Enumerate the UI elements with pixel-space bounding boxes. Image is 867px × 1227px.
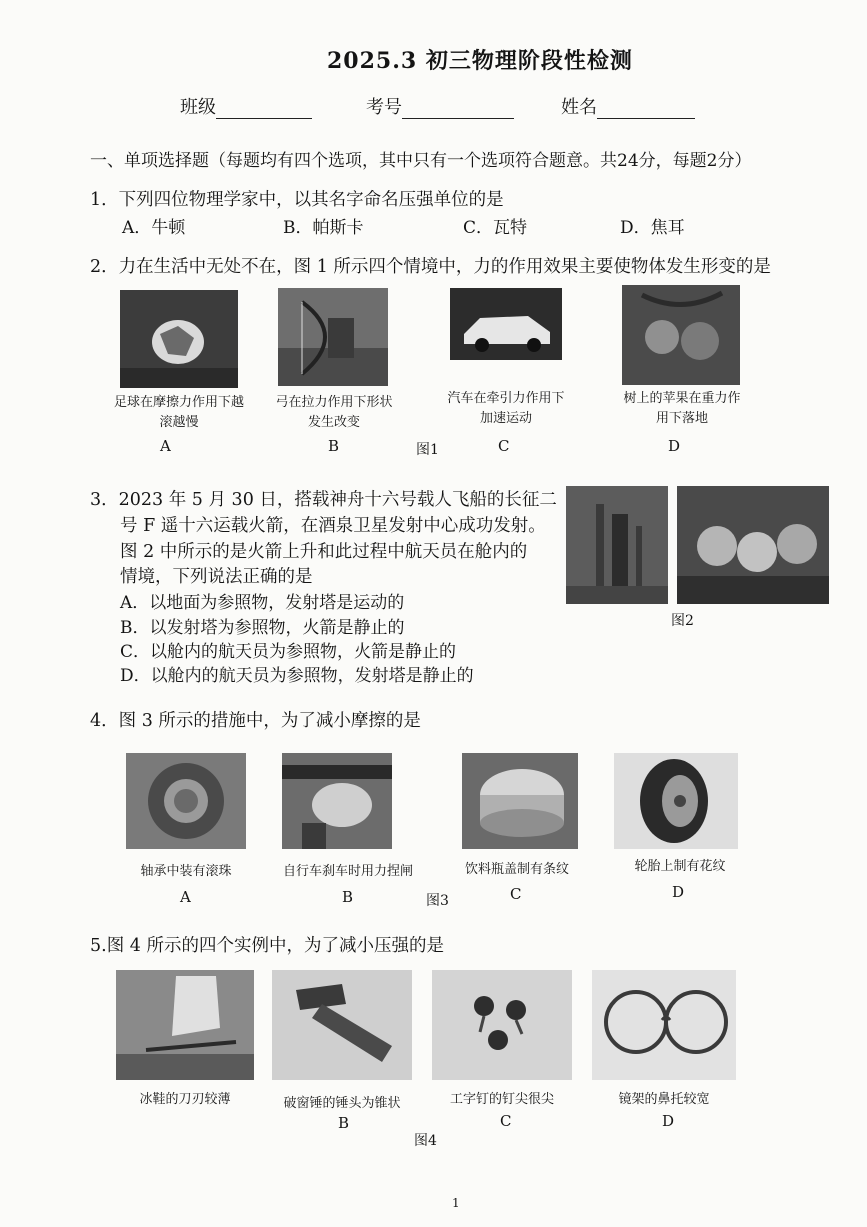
ice-skate-photo	[116, 970, 254, 1080]
q5-letter-c: C	[500, 1112, 512, 1130]
q2-letter-c: C	[498, 437, 510, 455]
q3-stem-line-2: 号 F 遥十六运载火箭，在酒泉卫星发射中心成功发射。	[120, 516, 546, 536]
q2-caption-c: 汽车在牵引力作用下加速运动	[447, 391, 565, 426]
q3-option-c: C．以舱内的航天员为参照物，火箭是静止的	[120, 642, 457, 662]
q4-letter-a: A	[180, 888, 191, 906]
q4-stem: 4．图 3 所示的措施中，为了减小摩擦的是	[90, 711, 421, 731]
exam-no-label: 考号	[366, 97, 402, 118]
q1-option-a: A．牛顿	[122, 218, 186, 238]
figure-3-label: 图3	[426, 893, 449, 909]
name-blank[interactable]	[597, 100, 695, 119]
q1-option-b: B．帕斯卡	[283, 218, 364, 238]
q4-letter-d: D	[672, 883, 685, 901]
q2-letter-a: A	[160, 437, 171, 455]
page-title: 2025.3 初三物理阶段性检测	[327, 48, 633, 74]
q2-letter-b: B	[328, 437, 340, 455]
soccer-ball-photo	[120, 290, 238, 388]
class-blank[interactable]	[216, 100, 312, 119]
figure-1-label: 图1	[416, 442, 439, 458]
bottle-cap-photo	[462, 753, 578, 849]
name-field	[561, 93, 695, 119]
exam-no-field	[366, 93, 514, 119]
exam-no-blank[interactable]	[402, 100, 514, 119]
q4-caption-c: 饮料瓶盖制有条纹	[464, 862, 569, 877]
q5-caption-a: 冰鞋的刀刃较薄	[139, 1092, 231, 1107]
page-number: 1	[452, 1196, 460, 1210]
tire-photo	[614, 753, 738, 849]
q3-option-d: D．以舱内的航天员为参照物，发射塔是静止的	[120, 666, 474, 686]
window-hammer-photo	[272, 970, 412, 1080]
q5-caption-c: 工字钉的钉尖很尖	[449, 1092, 554, 1107]
q5-caption-b: 破窗锤的锤头为锥状	[283, 1096, 401, 1111]
name-label: 姓名	[561, 97, 597, 118]
q5-caption-d: 镜架的鼻托较宽	[618, 1092, 710, 1107]
bow-archer-photo	[278, 288, 388, 386]
section-heading: 一、单项选择题（每题均有四个选项，其中只有一个选项符合题意。共24分，每题2分）	[90, 151, 752, 171]
q4-caption-b: 自行车刹车时用力捏闸	[282, 864, 413, 879]
q5-letter-b: B	[338, 1114, 350, 1132]
ball-bearing-photo	[126, 753, 246, 849]
q1-option-c: C．瓦特	[463, 218, 528, 238]
q4-caption-a: 轴承中装有滚珠	[140, 864, 232, 879]
q1-option-d: D．焦耳	[620, 218, 685, 238]
astronauts-cabin-photo	[677, 486, 829, 604]
q4-letter-b: B	[342, 888, 354, 906]
rocket-launch-photo	[566, 486, 668, 604]
q4-letter-c: C	[510, 885, 522, 903]
q3-option-b: B．以发射塔为参照物，火箭是静止的	[120, 618, 405, 638]
class-label: 班级	[180, 97, 216, 118]
pushpin-photo	[432, 970, 572, 1080]
apple-tree-photo	[622, 285, 740, 385]
q2-letter-d: D	[668, 437, 681, 455]
q3-stem-line-1: 3．2023 年 5 月 30 日，搭载神舟十六号载人飞船的长征二	[90, 490, 557, 510]
q2-caption-d: 树上的苹果在重力作用下落地	[623, 391, 741, 426]
bike-brake-photo	[282, 753, 392, 849]
q5-letter-d: D	[662, 1112, 675, 1130]
q3-stem-line-3: 图 2 中所示的是火箭上升和此过程中航天员在舱内的	[120, 542, 528, 562]
figure-2-label: 图2	[671, 613, 694, 629]
q2-caption-b: 弓在拉力作用下形状发生改变	[275, 395, 393, 430]
figure-4-label: 图4	[414, 1133, 437, 1149]
q1-stem: 1．下列四位物理学家中，以其名字命名压强单位的是	[90, 190, 504, 210]
glasses-photo	[592, 970, 736, 1080]
q3-option-a: A．以地面为参照物，发射塔是运动的	[120, 593, 405, 613]
q4-caption-d: 轮胎上制有花纹	[634, 859, 726, 874]
q2-caption-a: 足球在摩擦力作用下越滚越慢	[113, 395, 244, 430]
q3-stem-line-4: 情境，下列说法正确的是	[120, 567, 313, 587]
q5-stem: 5.图 4 所示的四个实例中，为了减小压强的是	[90, 936, 444, 956]
class-field	[180, 93, 312, 119]
q2-stem: 2．力在生活中无处不在，图 1 所示四个情境中，力的作用效果主要使物体发生形变的是	[90, 257, 771, 277]
car-photo	[450, 288, 562, 360]
